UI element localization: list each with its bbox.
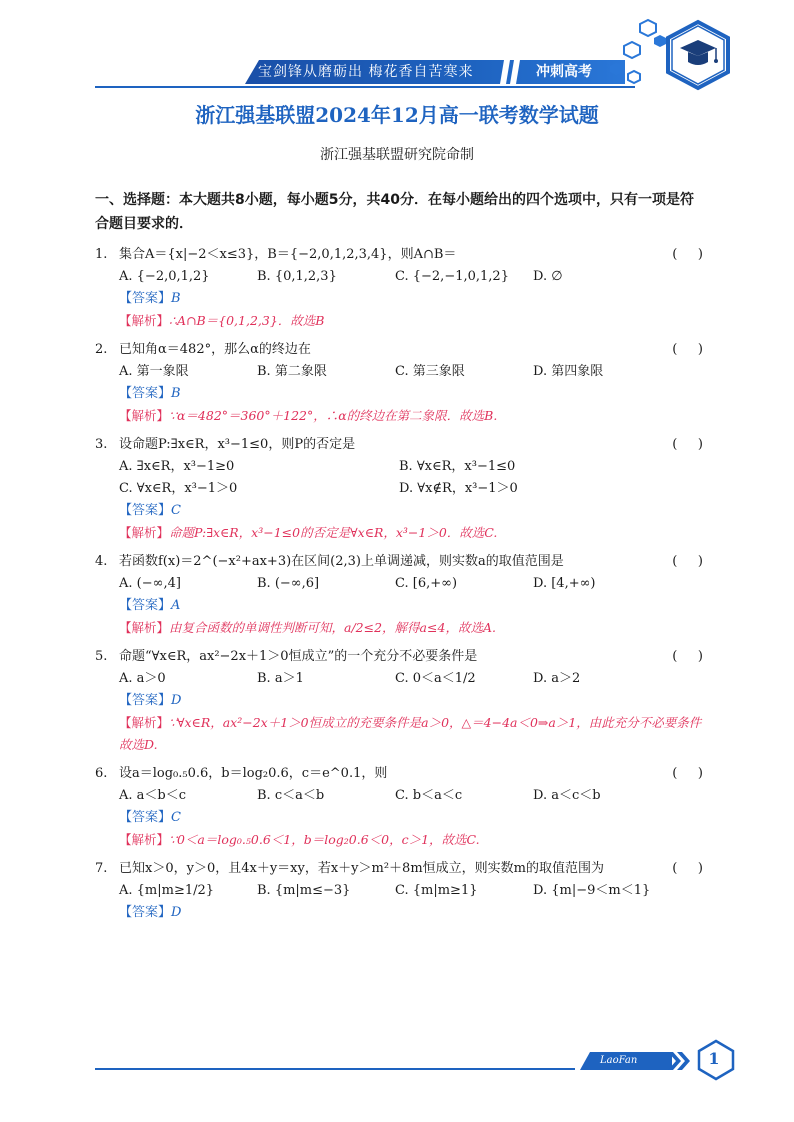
answer-line — [95, 500, 705, 522]
question-number: 2. — [95, 342, 108, 357]
question-2 — [95, 339, 705, 427]
question-number: 3. — [95, 437, 108, 452]
answer-line — [95, 902, 705, 924]
answer-value: A — [171, 598, 181, 613]
option-d: D. ∀x∉R，x³−1＞0 — [399, 481, 518, 496]
graduation-cap-logo-icon — [600, 16, 740, 96]
option-a: A. {−2,0,1,2} — [119, 269, 210, 284]
answer-label: 【答案】 — [119, 291, 172, 306]
options-row — [95, 880, 705, 902]
section-heading: 一、选择题：本大题共8小题，每小题5分，共40分．在每小题给出的四个选项中，只有一项是符合题目要求的． — [95, 192, 694, 232]
options-row — [95, 785, 705, 807]
answer-label: 【答案】 — [119, 503, 172, 518]
answer-value: B — [171, 386, 181, 401]
question-text: 已知x＞0，y＞0，且4x＋y＝xy，若x＋y＞m²＋8m恒成立，则实数m的取值范围为 — [119, 861, 604, 876]
question-5 — [95, 646, 705, 756]
option-b: B. {0,1,2,3} — [257, 269, 337, 284]
option-c: C. b＜a＜c — [395, 788, 463, 803]
analysis-line — [95, 617, 705, 639]
analysis-label: 【解析】 — [119, 832, 170, 847]
analysis-text: ∴A∩B＝{0,1,2,3}．故选B — [169, 313, 325, 328]
exam-subtitle: 浙江强基联盟研究院命制 — [320, 147, 474, 163]
options-row — [95, 573, 705, 595]
answer-value: B — [171, 291, 181, 306]
answer-blank: ( ) — [672, 649, 703, 664]
question-text: 设命题P:∃x∈R，x³−1≤0，则P的否定是 — [119, 437, 356, 452]
option-d: D. {m|−9＜m＜1} — [533, 883, 651, 898]
option-b: B. (−∞,6] — [257, 576, 320, 591]
answer-line — [95, 383, 705, 405]
option-b: B. {m|m≤−3} — [257, 883, 351, 898]
options-row — [95, 668, 705, 690]
answer-label: 【答案】 — [119, 810, 172, 825]
option-c: C. {−2,−1,0,1,2} — [395, 269, 509, 284]
exam-title: 浙江强基联盟2024年12月高一联考数学试题 — [195, 103, 599, 127]
answer-label: 【答案】 — [119, 905, 172, 920]
answer-blank: ( ) — [672, 437, 703, 452]
question-stem — [95, 339, 705, 361]
question-number: 7. — [95, 861, 108, 876]
answer-blank: ( ) — [672, 554, 703, 569]
answer-blank: ( ) — [672, 861, 703, 876]
exam-content — [95, 188, 705, 931]
analysis-line — [95, 829, 705, 851]
analysis-text: 由复合函数的单调性判断可知，a/2≤2，解得a≤4，故选A. — [169, 620, 496, 635]
footer-brand: LaoFan — [600, 1055, 638, 1066]
answer-value: D — [171, 693, 182, 708]
option-c: C. {m|m≥1} — [395, 883, 478, 898]
analysis-text: ∵0＜a＝log₀.₅0.6＜1，b＝log₂0.6＜0，c＞1，故选C. — [169, 832, 480, 847]
options-row — [95, 361, 705, 383]
question-text: 命题“∀x∈R，ax²−2x＋1＞0恒成立”的一个充分不必要条件是 — [119, 649, 478, 664]
option-d: D. a＞2 — [533, 671, 581, 686]
option-a: A. 第一象限 — [119, 364, 189, 379]
option-d: D. a＜c＜b — [533, 788, 601, 803]
option-b: B. 第二象限 — [257, 364, 327, 379]
question-3 — [95, 434, 705, 544]
analysis-text: 命题P:∃x∈R，x³−1≤0的否定是∀x∈R，x³−1＞0．故选C. — [169, 525, 498, 540]
question-text: 设a＝log₀.₅0.6，b＝log₂0.6，c＝e^0.1，则 — [119, 766, 388, 781]
question-stem — [95, 858, 705, 880]
analysis-label: 【解析】 — [119, 313, 170, 328]
analysis-text: ∵α＝482°＝360°＋122°，∴α的终边在第二象限．故选B. — [169, 408, 498, 423]
option-b: B. c＜a＜b — [257, 788, 325, 803]
answer-line — [95, 690, 705, 712]
answer-line — [95, 595, 705, 617]
option-d: D. [4,+∞) — [533, 576, 596, 591]
option-a: A. ∃x∈R，x³−1≥0 — [119, 459, 235, 474]
question-number: 5. — [95, 649, 108, 664]
option-a: A. a＞0 — [119, 671, 166, 686]
question-number: 6. — [95, 766, 108, 781]
option-a: A. a＜b＜c — [119, 788, 187, 803]
question-text: 集合A＝{x|−2＜x≤3}，B＝{−2,0,1,2,3,4}，则A∩B＝ — [119, 247, 457, 262]
option-d: D. ∅ — [533, 269, 563, 284]
analysis-line — [95, 522, 705, 544]
option-a: A. (−∞,4] — [119, 576, 181, 591]
answer-blank: ( ) — [672, 766, 703, 781]
answer-line — [95, 807, 705, 829]
question-number: 1. — [95, 247, 108, 262]
option-c: C. 第三象限 — [395, 364, 465, 379]
option-b: B. a＞1 — [257, 671, 304, 686]
analysis-text: ∵∀x∈R，ax²−2x＋1＞0恒成立的充要条件是a＞0，△＝4−4a＜0⇒a＞1，由此充分不必要条件故选D. — [119, 715, 702, 752]
analysis-line — [95, 310, 705, 332]
analysis-label: 【解析】 — [119, 620, 170, 635]
analysis-label: 【解析】 — [119, 525, 170, 540]
options-row — [95, 266, 705, 288]
analysis-label: 【解析】 — [119, 715, 170, 730]
footer-rule — [95, 1068, 575, 1070]
question-1 — [95, 244, 705, 332]
banner-stripes-icon — [500, 60, 532, 84]
double-chevron-right-icon — [668, 1052, 692, 1070]
page-number: 1 — [708, 1049, 720, 1068]
analysis-label: 【解析】 — [119, 408, 170, 423]
answer-value: C — [171, 810, 181, 825]
question-4 — [95, 551, 705, 639]
question-text: 若函数f(x)＝2^(−x²+ax+3)在区间(2,3)上单调递减，则实数a的取值范围是 — [119, 554, 564, 569]
answer-value: D — [171, 905, 182, 920]
options-grid — [95, 456, 705, 500]
question-7 — [95, 858, 705, 924]
question-6 — [95, 763, 705, 851]
option-d: D. 第四象限 — [533, 364, 604, 379]
answer-label: 【答案】 — [119, 598, 172, 613]
header-slogan: 宝剑锋从磨砺出 梅花香自苦寒来 — [258, 64, 474, 80]
analysis-line — [95, 405, 705, 427]
question-number: 4. — [95, 554, 108, 569]
header-rule — [95, 86, 635, 88]
option-b: B. ∀x∈R，x³−1≤0 — [399, 459, 516, 474]
question-stem — [95, 244, 705, 266]
option-c: C. 0＜a＜1/2 — [395, 671, 476, 686]
answer-label: 【答案】 — [119, 693, 172, 708]
option-c: C. ∀x∈R，x³−1＞0 — [119, 481, 238, 496]
answer-value: C — [171, 503, 181, 518]
question-text: 已知角α＝482°，那么α的终边在 — [119, 342, 311, 357]
answer-blank: ( ) — [672, 247, 703, 262]
question-stem — [95, 763, 705, 785]
answer-label: 【答案】 — [119, 386, 172, 401]
answer-line — [95, 288, 705, 310]
question-stem — [95, 646, 705, 668]
question-stem — [95, 551, 705, 573]
option-c: C. [6,+∞) — [395, 576, 458, 591]
question-stem — [95, 434, 705, 456]
option-a: A. {m|m≥1/2} — [119, 883, 215, 898]
analysis-line — [95, 712, 705, 756]
answer-blank: ( ) — [672, 342, 703, 357]
header-tag: 冲刺高考 — [536, 64, 592, 80]
